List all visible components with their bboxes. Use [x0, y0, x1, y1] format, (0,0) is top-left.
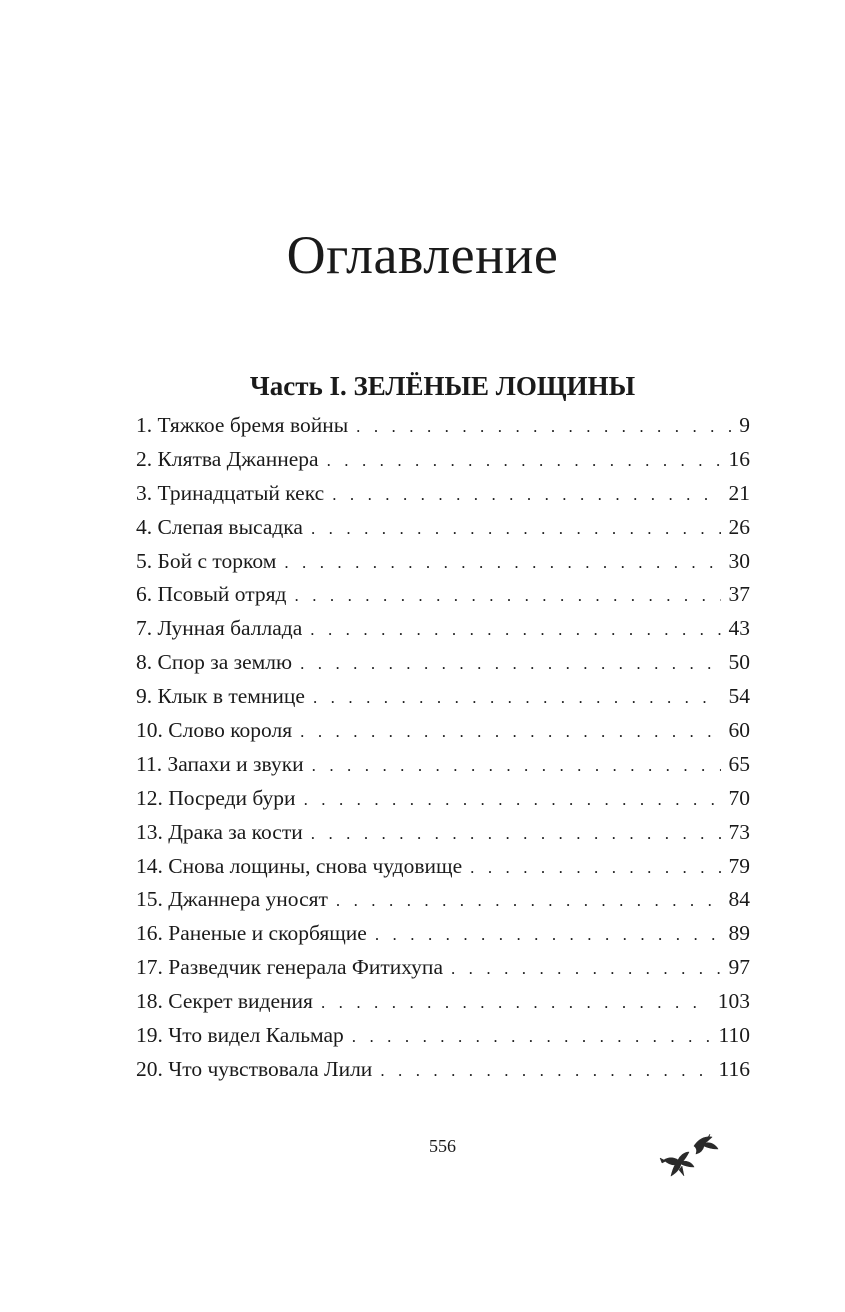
toc-entry [136, 955, 750, 989]
toc-entry-page: 116 [718, 1056, 750, 1081]
toc-entry [136, 887, 750, 921]
dot-leader [380, 1061, 710, 1081]
toc-entry-title: 2. Клятва Джаннера [136, 446, 319, 471]
toc-entry [136, 1023, 750, 1057]
dot-leader [300, 722, 720, 742]
toc-entry [136, 989, 750, 1023]
dot-leader [284, 553, 720, 573]
dot-leader [470, 858, 720, 878]
toc-entry [136, 616, 750, 650]
toc-entry [136, 786, 750, 820]
flying-birds-icon [658, 1130, 722, 1182]
toc-entry-title: 14. Снова лощины, снова чудовище [136, 853, 463, 878]
dot-leader [300, 654, 720, 674]
toc-entry-page: 37 [728, 582, 750, 607]
dot-leader [310, 620, 720, 640]
toc-entry-page: 30 [728, 548, 750, 573]
toc-entry [136, 921, 750, 955]
toc-entry-page: 89 [728, 921, 750, 946]
toc-entry [136, 481, 750, 515]
toc-entry-title: 9. Клык в темнице [136, 684, 305, 709]
toc-entry-title: 10. Слово короля [136, 718, 293, 743]
toc-entry-title: 13. Драка за кости [136, 819, 303, 844]
toc-entry [136, 650, 750, 684]
toc-entry-title: 15. Джаннера уносят [136, 887, 328, 912]
toc-entry-title: 5. Бой с торком [136, 548, 277, 573]
toc-entry [136, 1057, 750, 1091]
toc-entry-page: 97 [728, 955, 750, 980]
toc-entry-title: 16. Раненые и скорбящие [136, 921, 367, 946]
toc-entry-title: 4. Слепая высадка [136, 514, 303, 539]
dot-leader [352, 1027, 711, 1047]
toc-entry [136, 447, 750, 481]
toc-entry-title: 3. Тринадцатый кекс [136, 480, 325, 505]
toc-entry-title: 6. Псовый отряд [136, 582, 287, 607]
dot-leader [313, 688, 721, 708]
toc-entry-page: 65 [728, 751, 750, 776]
toc-entry [136, 684, 750, 718]
dot-leader [295, 586, 721, 606]
toc-entry [136, 854, 750, 888]
dot-leader [332, 485, 720, 505]
dot-leader [451, 959, 721, 979]
dot-leader [327, 451, 721, 471]
toc-entry-page: 103 [717, 989, 750, 1014]
toc-entry [136, 718, 750, 752]
toc-entry-page: 9 [739, 413, 750, 437]
toc-entry-page: 43 [728, 616, 750, 641]
dot-leader [311, 824, 721, 844]
toc-entry-page: 60 [728, 718, 750, 743]
toc-entry-page: 50 [728, 650, 750, 675]
toc-entry-title: 17. Разведчик генерала Фитихупа [136, 955, 443, 980]
toc-entry [136, 582, 750, 616]
table-of-contents [136, 413, 750, 1091]
toc-entry-page: 26 [728, 514, 750, 539]
toc-entry-page: 70 [728, 785, 750, 810]
toc-entry [136, 820, 750, 854]
dot-leader [336, 891, 721, 911]
dot-leader [375, 925, 721, 945]
toc-entry [136, 752, 750, 786]
dot-leader [312, 756, 721, 776]
toc-entry [136, 515, 750, 549]
toc-entry-title: 18. Секрет видения [136, 989, 313, 1014]
toc-entry-title: 20. Что чувствовала Лили [136, 1056, 373, 1081]
dot-leader [304, 790, 721, 810]
toc-entry-page: 110 [718, 1023, 750, 1048]
toc-entry-page: 16 [728, 446, 750, 471]
toc-entry [136, 549, 750, 583]
dot-leader [321, 993, 710, 1013]
toc-entry-title: 8. Спор за землю [136, 650, 293, 675]
toc-entry-page: 73 [728, 819, 750, 844]
toc-entry-page: 54 [728, 684, 750, 709]
toc-entry-page: 84 [728, 887, 750, 912]
part-heading: Часть I. ЗЕЛЁНЫЕ ЛОЩИНЫ [249, 371, 636, 401]
toc-entry-page: 21 [728, 480, 750, 505]
toc-entry-title: 19. Что видел Кальмар [136, 1023, 344, 1048]
page-title: Оглавление [286, 225, 559, 285]
toc-entry-page: 79 [728, 853, 750, 878]
toc-entry-title: 11. Запахи и звуки [136, 751, 304, 776]
toc-entry-title: 12. Посреди бури [136, 785, 296, 810]
page-number: 556 [429, 1136, 456, 1156]
toc-entry-title: 7. Лунная баллада [136, 616, 303, 641]
dot-leader [311, 519, 721, 539]
toc-entry-title: 1. Тяжкое бремя войны [136, 413, 349, 437]
dot-leader [356, 417, 731, 437]
toc-entry [136, 413, 750, 447]
